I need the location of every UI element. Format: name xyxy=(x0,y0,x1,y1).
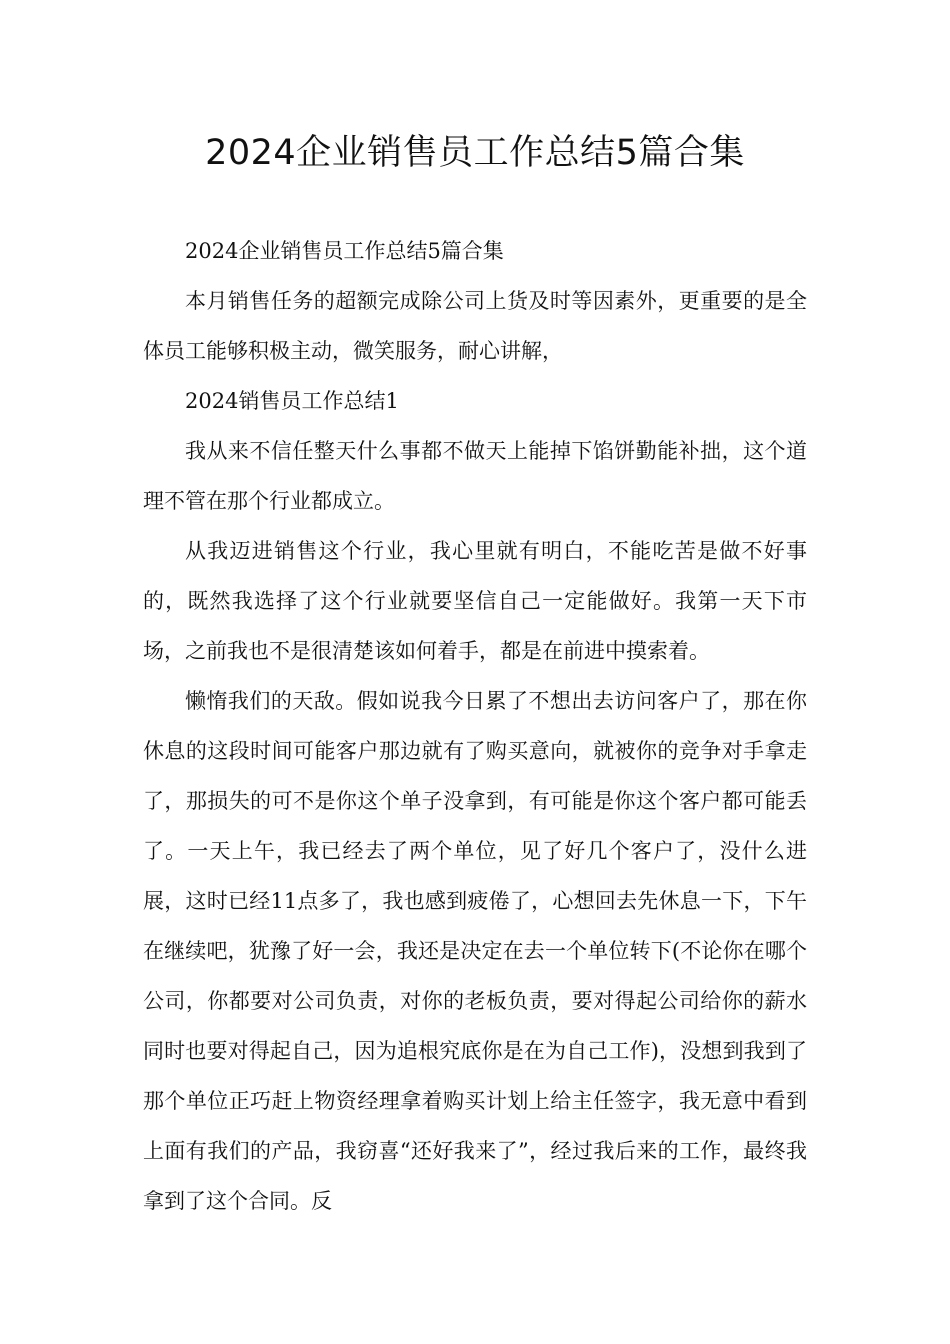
paragraph-subtitle: 2024企业销售员工作总结5篇合集 xyxy=(185,239,504,263)
document-title: 2024企业销售员工作总结5篇合集 xyxy=(205,133,745,173)
paragraph: 我从来不信任整天什么事都不做天上能掉下馅饼勤能补拙，这个道理不管在那个行业都成立。 xyxy=(143,439,807,513)
section-heading: 2024销售员工作总结1 xyxy=(185,389,399,413)
document-body xyxy=(143,226,807,1226)
paragraph: 从我迈进销售这个行业，我心里就有明白，不能吃苦是做不好事的，既然我选择了这个行业就要坚信自己一定能做好。我第一天下市场，之前我也不是很清楚该如何着手，都是在前进中摸索着。 xyxy=(143,539,807,663)
paragraph: 懒惰我们的天敌。假如说我今日累了不想出去访问客户了，那在你休息的这段时间可能客户那边就有了购买意向，就被你的竞争对手拿走了，那损失的可不是你这个单子没拿到，有可能是你这个客户都可能丢了。一天上午，我已经去了两个单位，见了好几个客户了，没什么进展，这时已经11点多了，我也感到疲倦了，心想回去先休息一下，下午在继续吧，犹豫了好一会，我还是决定在去一个单位转下(不论你在哪个公司，你都要对公司负责，对你的老板负责，要对得起公司给你的薪水同时也要对得起自己，因为追根究底你是在为自己工作)，没想到我到了那个单位正巧赶上物资经理拿着购买计划上给主任签字，我无意中看到上面有我们的产品，我窃喜“还好我来了”，经过我后来的工作，最终我拿到了这个合同。反 xyxy=(143,689,807,1213)
paragraph-intro: 本月销售任务的超额完成除公司上货及时等因素外，更重要的是全体员工能够积极主动，微笑服务，耐心讲解， xyxy=(143,289,807,363)
